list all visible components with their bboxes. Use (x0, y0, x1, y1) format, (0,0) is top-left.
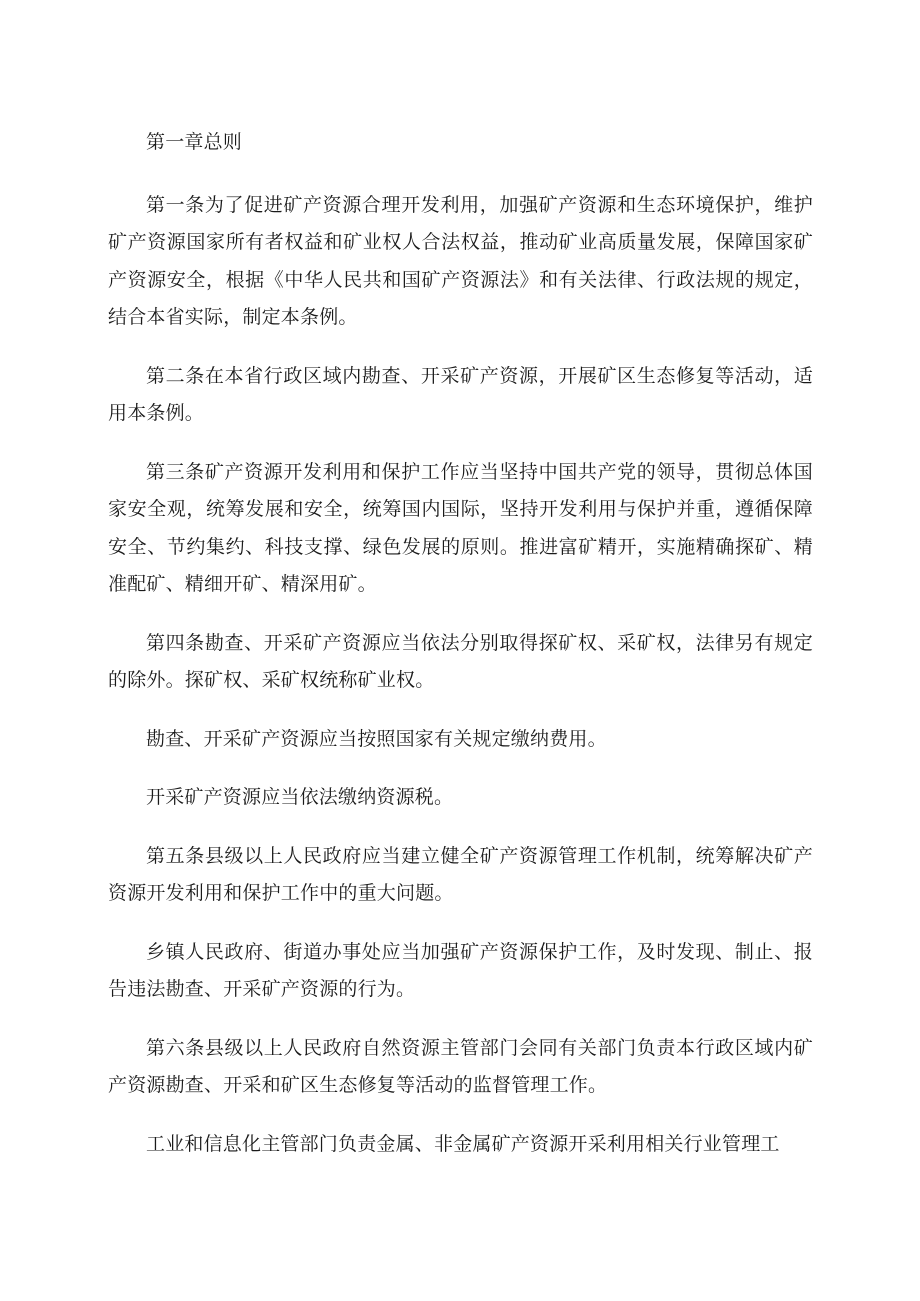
chapter-heading: 第一章总则 (146, 131, 243, 153)
article-5-township-paragraph: 乡镇人民政府、街道办事处应当加强矿产资源保护工作，及时发现、制止、报告违法勘查、开采矿产资源的行为。 (108, 940, 813, 1000)
document-body (108, 124, 813, 1184)
article-6-paragraph: 第六条县级以上人民政府自然资源主管部门会同有关部门负责本行政区域内矿产资源勘查、开采和矿区生态修复等活动的监督管理工作。 (108, 1036, 813, 1096)
article-4-fees-paragraph: 勘查、开采矿产资源应当按照国家有关规定缴纳费用。 (146, 727, 607, 750)
article-6-industry-paragraph: 工业和信息化主管部门负责金属、非金属矿产资源开采利用相关行业管理工 (146, 1132, 780, 1155)
article-3-paragraph: 第三条矿产资源开发利用和保护工作应当坚持中国共产党的领导，贯彻总体国家安全观，统筹发展和安全，统筹国内国际，坚持开发利用与保护并重，遵循保障安全、节约集约、科技支撑、绿色发展的原则。推进富矿精开，实施精确探矿、精准配矿、精细开矿、精深用矿。 (108, 460, 813, 595)
article-5-paragraph: 第五条县级以上人民政府应当建立健全矿产资源管理工作机制，统筹解决矿产资源开发利用和保护工作中的重大问题。 (108, 844, 813, 904)
article-4-paragraph: 第四条勘查、开采矿产资源应当依法分别取得探矿权、采矿权，法律另有规定的除外。探矿权、采矿权统称矿业权。 (108, 631, 813, 691)
article-4-tax-paragraph: 开采矿产资源应当依法缴纳资源税。 (146, 786, 454, 808)
article-1-paragraph: 第一条为了促进矿产资源合理开发利用，加强矿产资源和生态环境保护，维护矿产资源国家所有者权益和矿业权人合法权益，推动矿业高质量发展，保障国家矿产资源安全，根据《中华人民共和国矿产资源法》和有关法律、行政法规的规定，结合本省实际，制定本条例。 (108, 193, 813, 328)
article-2-paragraph: 第二条在本省行政区域内勘查、开采矿产资源，开展矿区生态修复等活动，适用本条例。 (108, 364, 813, 424)
